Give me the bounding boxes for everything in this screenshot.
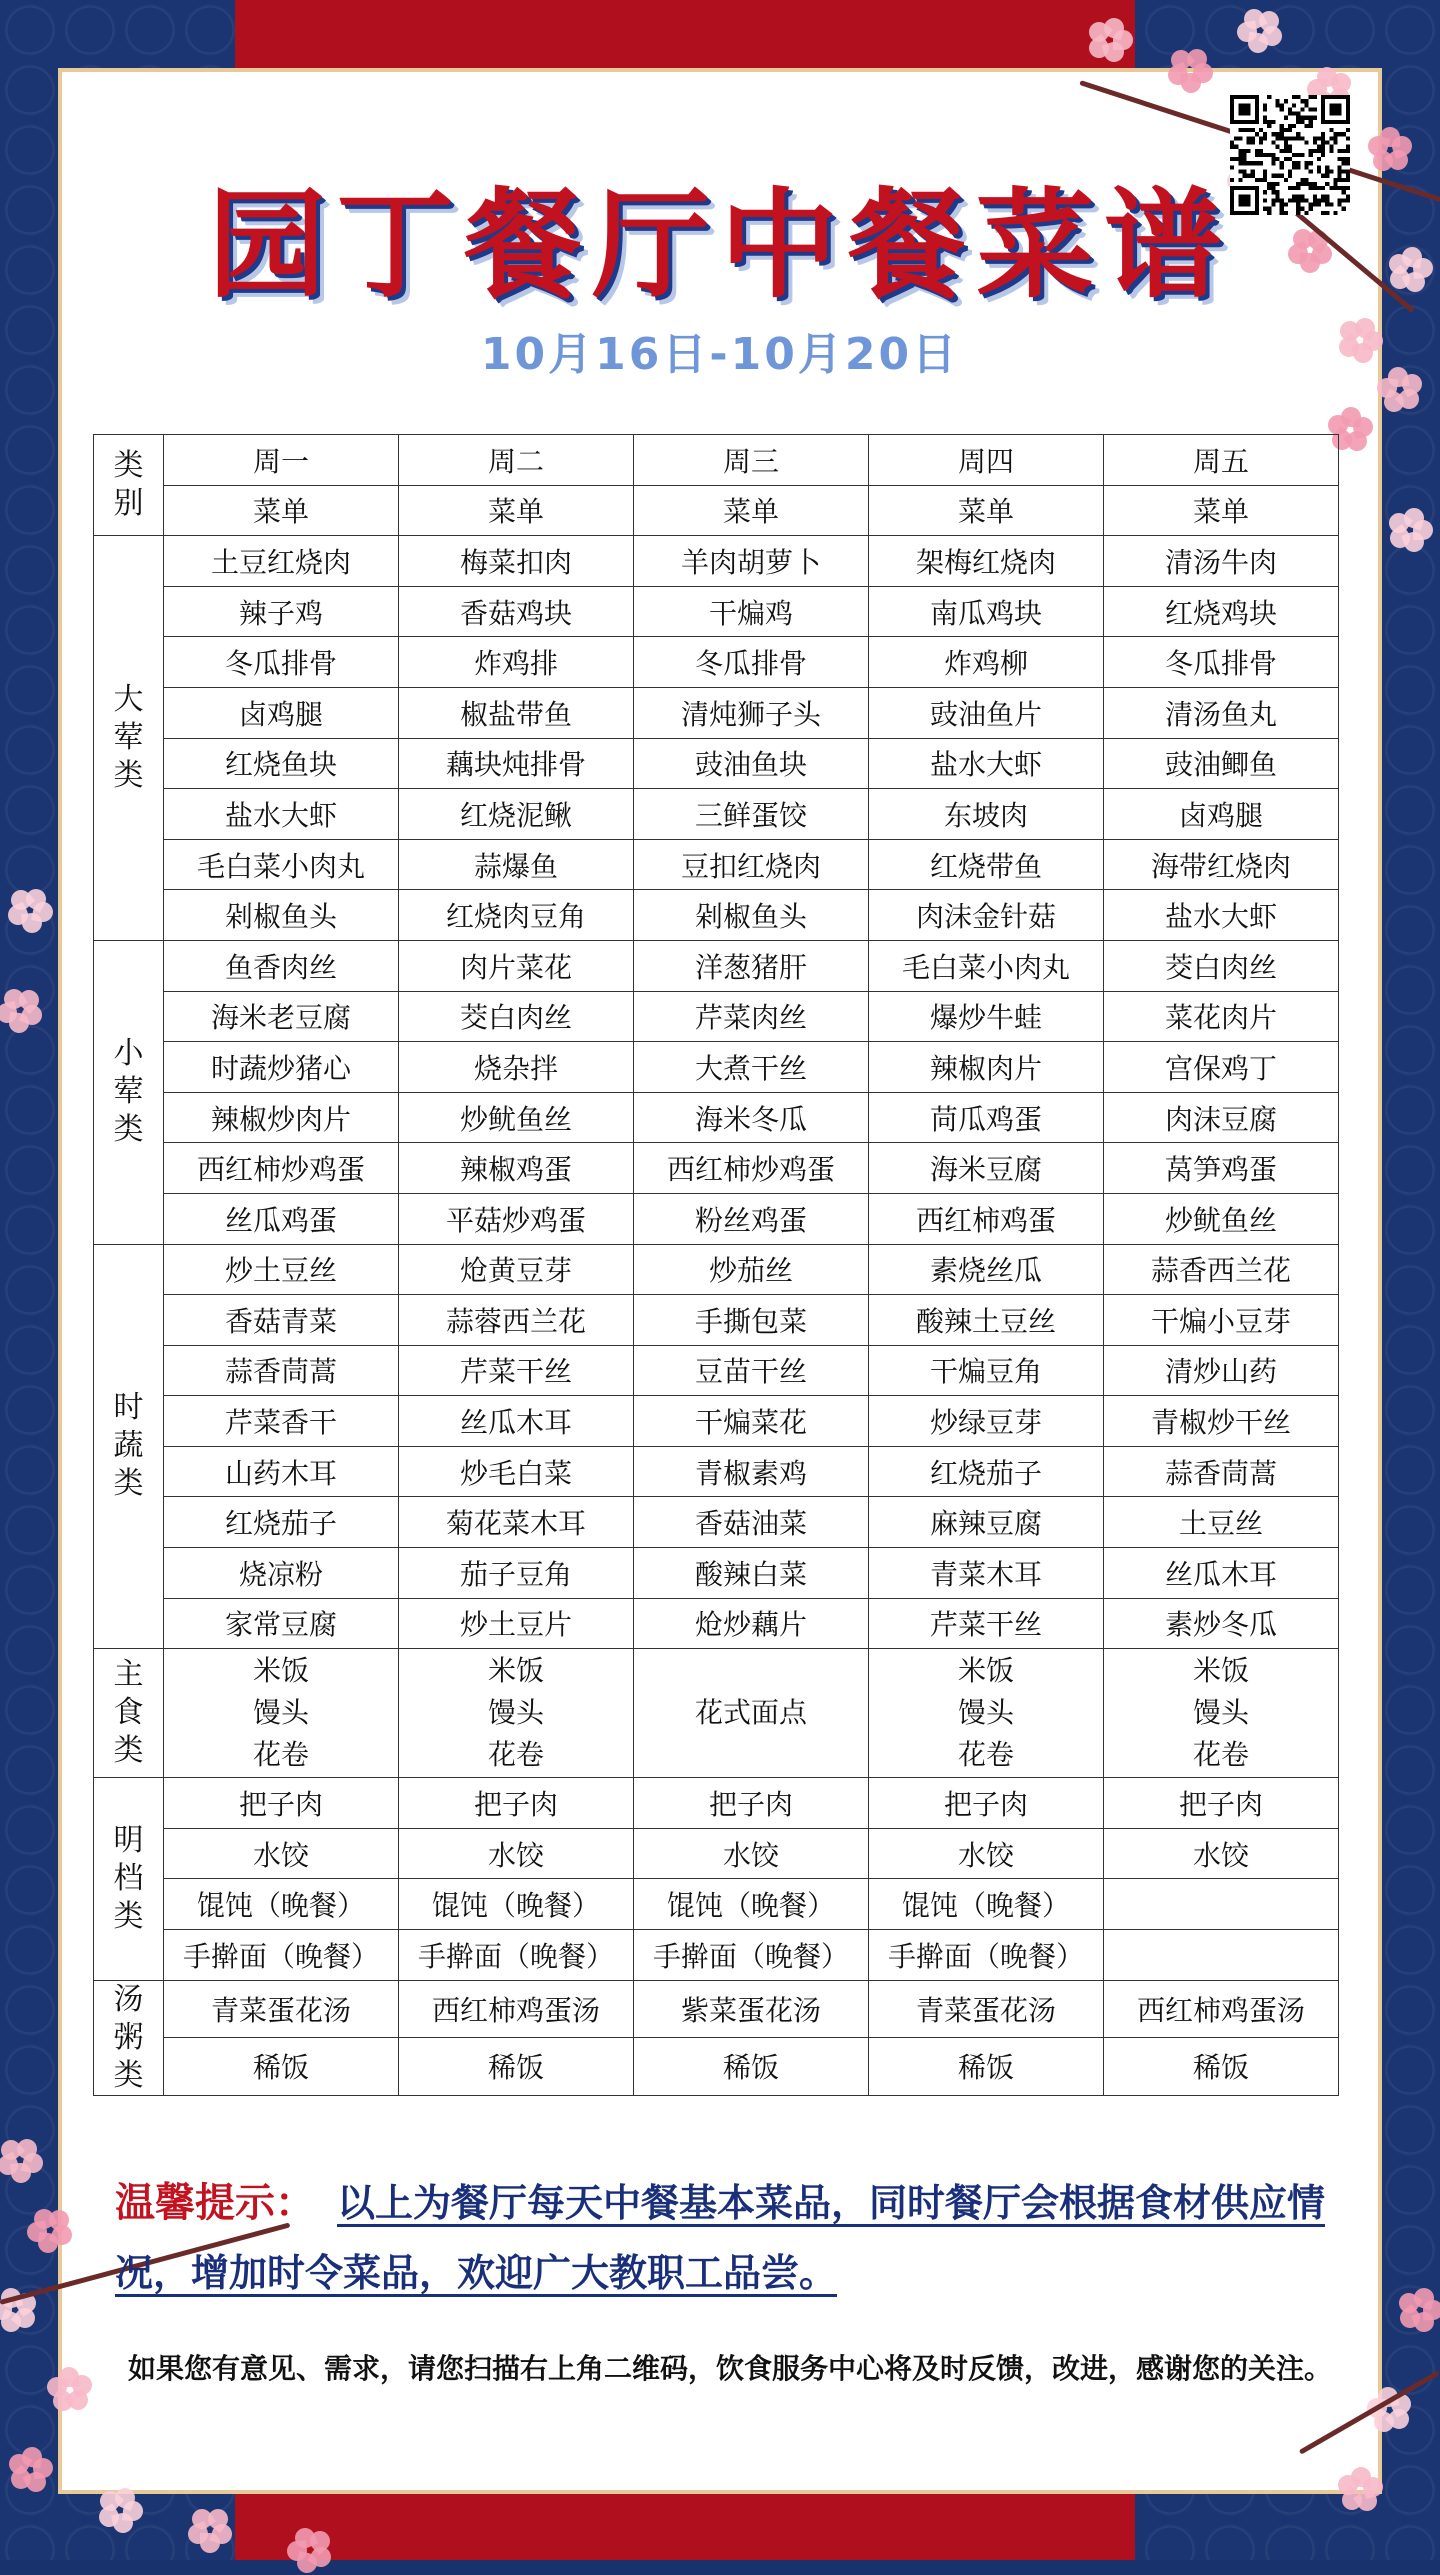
table-row (94, 1497, 1339, 1548)
category-label: 汤 粥 类 (94, 1980, 164, 2095)
dish-cell: 把子肉 (634, 1778, 869, 1829)
dish-cell: 芹菜香干 (164, 1396, 399, 1447)
dish-cell: 炒鱿鱼丝 (1104, 1193, 1339, 1244)
dish-cell: 豉油鲫鱼 (1104, 738, 1339, 789)
dish-cell: 冬瓜排骨 (634, 637, 869, 688)
dish-cell: 豉油鱼块 (634, 738, 869, 789)
dish-cell: 馄饨（晚餐） (164, 1879, 399, 1930)
table-row (94, 687, 1339, 738)
table-row (94, 1649, 1339, 1778)
dish-cell: 豆扣红烧肉 (634, 839, 869, 890)
category-label: 大 荤 类 (94, 536, 164, 941)
category-label: 明 档 类 (94, 1778, 164, 1980)
dish-cell: 红烧肉豆角 (399, 890, 634, 941)
dish-cell: 蒜蓉西兰花 (399, 1295, 634, 1346)
dish-cell: 清炒山药 (1104, 1345, 1339, 1396)
dish-cell: 馄饨（晚餐） (634, 1879, 869, 1930)
dish-cell: 南瓜鸡块 (869, 586, 1104, 637)
dish-cell: 西红柿炒鸡蛋 (164, 1143, 399, 1194)
day-header: 周三 (634, 435, 869, 486)
page-title: 园丁餐厅中餐菜谱 (207, 175, 1232, 314)
dish-cell: 红烧带鱼 (869, 839, 1104, 890)
dish-cell: 青椒素鸡 (634, 1446, 869, 1497)
dish-cell: 肉沫豆腐 (1104, 1092, 1339, 1143)
dish-cell: 蒜香西兰花 (1104, 1244, 1339, 1295)
menu-header: 菜单 (164, 485, 399, 536)
table-header-row (94, 435, 1339, 486)
dish-cell: 西红柿鸡蛋汤 (1104, 1980, 1339, 2038)
dish-cell: 茄子豆角 (399, 1548, 634, 1599)
dish-cell: 莴笋鸡蛋 (1104, 1143, 1339, 1194)
dish-cell: 馄饨（晚餐） (399, 1879, 634, 1930)
dish-cell: 蒜香茼蒿 (164, 1345, 399, 1396)
table-row (94, 1345, 1339, 1396)
table-row (94, 890, 1339, 941)
dish-cell: 毛白菜小肉丸 (869, 940, 1104, 991)
dish-cell: 芹菜干丝 (399, 1345, 634, 1396)
staple-cell (869, 1649, 1104, 1778)
dish-cell: 冬瓜排骨 (164, 637, 399, 688)
dish-cell: 手撕包菜 (634, 1295, 869, 1346)
top-red-band (235, 0, 1135, 70)
dish-cell: 山药木耳 (164, 1446, 399, 1497)
day-header: 周二 (399, 435, 634, 486)
dish-cell: 时蔬炒猪心 (164, 1042, 399, 1093)
dish-cell: 素炒冬瓜 (1104, 1598, 1339, 1649)
dish-cell: 炝炒藕片 (634, 1598, 869, 1649)
dish-name: 馒头 (252, 1696, 309, 1730)
dish-cell: 海米冬瓜 (634, 1092, 869, 1143)
table-row (94, 789, 1339, 840)
table-row (94, 586, 1339, 637)
dish-cell: 海米豆腐 (869, 1143, 1104, 1194)
dish-cell: 稀饭 (634, 2038, 869, 2096)
staple-cell (164, 1649, 399, 1778)
dish-cell: 炒毛白菜 (399, 1446, 634, 1497)
category-label: 主 食 类 (94, 1649, 164, 1778)
dish-cell: 架梅红烧肉 (869, 536, 1104, 587)
dish-cell: 梅菜扣肉 (399, 536, 634, 587)
dish-cell: 酸辣白菜 (634, 1548, 869, 1599)
dish-name: 米饭 (252, 1654, 309, 1688)
dish-name: 米饭 (957, 1654, 1014, 1688)
table-row (94, 991, 1339, 1042)
table-row (94, 637, 1339, 688)
menu-header: 菜单 (634, 485, 869, 536)
dish-name: 花卷 (1192, 1738, 1249, 1772)
dish-cell: 麻辣豆腐 (869, 1497, 1104, 1548)
dish-cell: 把子肉 (399, 1778, 634, 1829)
dish-cell: 干煸小豆芽 (1104, 1295, 1339, 1346)
menu-header: 菜单 (869, 485, 1104, 536)
feedback-note: 如果您有意见、需求，请您扫描右上角二维码，饮食服务中心将及时反馈，改进，感谢您的关注。 (128, 2352, 1333, 2385)
date-range: 10月16日-10月20日 (480, 329, 960, 380)
dish-name: 花卷 (252, 1738, 309, 1772)
dish-cell: 盐水大虾 (164, 789, 399, 840)
table-row (94, 1879, 1339, 1930)
dish-cell: 蒜香茼蒿 (1104, 1446, 1339, 1497)
dish-cell: 青菜木耳 (869, 1548, 1104, 1599)
table-row (94, 940, 1339, 991)
dish-cell: 红烧泥鳅 (399, 789, 634, 840)
dish-cell: 辣椒鸡蛋 (399, 1143, 634, 1194)
table-row (94, 1446, 1339, 1497)
dish-cell: 宫保鸡丁 (1104, 1042, 1339, 1093)
dish-cell: 茭白肉丝 (1104, 940, 1339, 991)
staple-cell (399, 1649, 634, 1778)
dish-cell: 水饺 (164, 1828, 399, 1879)
dish-cell: 菊花菜木耳 (399, 1497, 634, 1548)
table-row (94, 1042, 1339, 1093)
menu-table (93, 434, 1339, 2096)
table-row (94, 1598, 1339, 1649)
dish-cell: 茭白肉丝 (399, 991, 634, 1042)
dish-cell: 辣子鸡 (164, 586, 399, 637)
staple-cell (1104, 1649, 1339, 1778)
day-header: 周一 (164, 435, 399, 486)
dish-cell: 把子肉 (164, 1778, 399, 1829)
table-row (94, 839, 1339, 890)
dish-cell: 青菜蛋花汤 (869, 1980, 1104, 2038)
dish-cell: 丝瓜木耳 (1104, 1548, 1339, 1599)
dish-cell (1104, 1879, 1339, 1930)
dish-cell: 西红柿鸡蛋汤 (399, 1980, 634, 2038)
dish-cell: 干煸鸡 (634, 586, 869, 637)
dish-cell: 肉片菜花 (399, 940, 634, 991)
dish-cell: 辣椒炒肉片 (164, 1092, 399, 1143)
dish-cell: 蒜爆鱼 (399, 839, 634, 890)
dish-cell: 水饺 (634, 1828, 869, 1879)
dish-cell: 炒鱿鱼丝 (399, 1092, 634, 1143)
dish-name: 米饭 (487, 1654, 544, 1688)
dish-cell: 炒绿豆芽 (869, 1396, 1104, 1447)
table-row (94, 1092, 1339, 1143)
dish-cell: 盐水大虾 (869, 738, 1104, 789)
dish-cell: 青菜蛋花汤 (164, 1980, 399, 2038)
warm-tip-label: 温馨提示： (115, 2179, 315, 2226)
category-label: 时 蔬 类 (94, 1244, 164, 1649)
dish-cell: 烧凉粉 (164, 1548, 399, 1599)
dish-cell: 香菇油菜 (634, 1497, 869, 1548)
dish-cell: 素烧丝瓜 (869, 1244, 1104, 1295)
dish-cell: 手擀面（晚餐） (164, 1930, 399, 1981)
dish-cell: 稀饭 (1104, 2038, 1339, 2096)
dish-cell: 卤鸡腿 (164, 687, 399, 738)
table-row (94, 1244, 1339, 1295)
dish-cell: 芹菜肉丝 (634, 991, 869, 1042)
day-header: 周五 (1104, 435, 1339, 486)
warm-tip-text: 以上为餐厅每天中餐基本菜品，同时餐厅会根据食材供应情况，增加时令菜品，欢迎广大教职工品尝。 (115, 2180, 1326, 2295)
dish-cell: 盐水大虾 (1104, 890, 1339, 941)
day-header: 周四 (869, 435, 1104, 486)
dish-cell: 西红柿炒鸡蛋 (634, 1143, 869, 1194)
dish-name: 花卷 (487, 1738, 544, 1772)
bottom-red-band (235, 2492, 1135, 2560)
dish-name: 馒头 (957, 1696, 1014, 1730)
table-row (94, 1828, 1339, 1879)
dish-cell: 洋葱猪肝 (634, 940, 869, 991)
dish-cell: 炸鸡柳 (869, 637, 1104, 688)
dish-cell: 平菇炒鸡蛋 (399, 1193, 634, 1244)
dish-cell: 剁椒鱼头 (164, 890, 399, 941)
dish-cell: 炸鸡排 (399, 637, 634, 688)
dish-cell: 水饺 (1104, 1828, 1339, 1879)
dish-cell: 清汤鱼丸 (1104, 687, 1339, 738)
dish-cell: 香菇青菜 (164, 1295, 399, 1346)
dish-cell: 把子肉 (1104, 1778, 1339, 1829)
dish-name: 馒头 (487, 1696, 544, 1730)
dish-cell: 海带红烧肉 (1104, 839, 1339, 890)
dish-cell: 藕块炖排骨 (399, 738, 634, 789)
dish-cell: 清汤牛肉 (1104, 536, 1339, 587)
dish-cell: 红烧茄子 (164, 1497, 399, 1548)
table-row (94, 1193, 1339, 1244)
dish-cell: 把子肉 (869, 1778, 1104, 1829)
dish-cell: 水饺 (399, 1828, 634, 1879)
dish-cell: 烧杂拌 (399, 1042, 634, 1093)
dish-cell: 红烧茄子 (869, 1446, 1104, 1497)
table-row (94, 1295, 1339, 1346)
dish-cell: 爆炒牛蛙 (869, 991, 1104, 1042)
dish-cell: 粉丝鸡蛋 (634, 1193, 869, 1244)
dish-cell: 红烧鱼块 (164, 738, 399, 789)
dish-cell: 水饺 (869, 1828, 1104, 1879)
dish-cell: 鱼香肉丝 (164, 940, 399, 991)
dish-cell: 稀饭 (164, 2038, 399, 2096)
dish-cell: 剁椒鱼头 (634, 890, 869, 941)
warm-tip (115, 2168, 1325, 2308)
dish-name: 馒头 (1192, 1696, 1249, 1730)
table-row (94, 2038, 1339, 2096)
dish-cell: 炒土豆片 (399, 1598, 634, 1649)
table-row (94, 1930, 1339, 1981)
dish-cell: 丝瓜木耳 (399, 1396, 634, 1447)
dish-cell: 青椒炒干丝 (1104, 1396, 1339, 1447)
table-row (94, 536, 1339, 587)
menu-header: 菜单 (1104, 485, 1339, 536)
dish-cell: 手擀面（晚餐） (634, 1930, 869, 1981)
category-label: 类 别 (94, 435, 164, 536)
dish-cell: 豆苗干丝 (634, 1345, 869, 1396)
dish-cell: 清炖狮子头 (634, 687, 869, 738)
dish-cell: 西红柿鸡蛋 (869, 1193, 1104, 1244)
category-label: 小 荤 类 (94, 940, 164, 1244)
table-row (94, 738, 1339, 789)
dish-cell (1104, 1930, 1339, 1981)
table-row (94, 1548, 1339, 1599)
dish-cell: 干煸豆角 (869, 1345, 1104, 1396)
dish-cell: 豉油鱼片 (869, 687, 1104, 738)
dish-cell: 椒盐带鱼 (399, 687, 634, 738)
dish-cell: 土豆丝 (1104, 1497, 1339, 1548)
dish-cell: 手擀面（晚餐） (869, 1930, 1104, 1981)
dish-cell: 干煸菜花 (634, 1396, 869, 1447)
dish-cell: 毛白菜小肉丸 (164, 839, 399, 890)
dish-cell: 稀饭 (869, 2038, 1104, 2096)
dish-cell: 羊肉胡萝卜 (634, 536, 869, 587)
dish-cell: 家常豆腐 (164, 1598, 399, 1649)
dish-cell: 冬瓜排骨 (1104, 637, 1339, 688)
dish-name: 花式面点 (694, 1696, 807, 1730)
dish-cell: 紫菜蛋花汤 (634, 1980, 869, 2038)
table-subheader-row (94, 485, 1339, 536)
table-row (94, 1143, 1339, 1194)
dish-name: 花卷 (957, 1738, 1014, 1772)
table-row (94, 1980, 1339, 2038)
dish-cell: 酸辣土豆丝 (869, 1295, 1104, 1346)
dish-cell: 稀饭 (399, 2038, 634, 2096)
staple-cell (634, 1649, 869, 1778)
dish-cell: 东坡肉 (869, 789, 1104, 840)
dish-cell: 芹菜干丝 (869, 1598, 1104, 1649)
dish-cell: 炒土豆丝 (164, 1244, 399, 1295)
dish-cell: 苘瓜鸡蛋 (869, 1092, 1104, 1143)
dish-cell: 香菇鸡块 (399, 586, 634, 637)
dish-cell: 肉沫金针菇 (869, 890, 1104, 941)
table-row (94, 1396, 1339, 1447)
dish-cell: 辣椒肉片 (869, 1042, 1104, 1093)
table-row (94, 1778, 1339, 1829)
dish-cell: 红烧鸡块 (1104, 586, 1339, 637)
dish-cell: 手擀面（晚餐） (399, 1930, 634, 1981)
dish-cell: 海米老豆腐 (164, 991, 399, 1042)
dish-cell: 土豆红烧肉 (164, 536, 399, 587)
dish-cell: 三鲜蛋饺 (634, 789, 869, 840)
dish-cell: 馄饨（晚餐） (869, 1879, 1104, 1930)
menu-header: 菜单 (399, 485, 634, 536)
dish-cell: 炝黄豆芽 (399, 1244, 634, 1295)
dish-cell: 炒茄丝 (634, 1244, 869, 1295)
dish-name: 米饭 (1192, 1654, 1249, 1688)
dish-cell: 丝瓜鸡蛋 (164, 1193, 399, 1244)
dish-cell: 大煮干丝 (634, 1042, 869, 1093)
dish-cell: 卤鸡腿 (1104, 789, 1339, 840)
dish-cell: 菜花肉片 (1104, 991, 1339, 1042)
